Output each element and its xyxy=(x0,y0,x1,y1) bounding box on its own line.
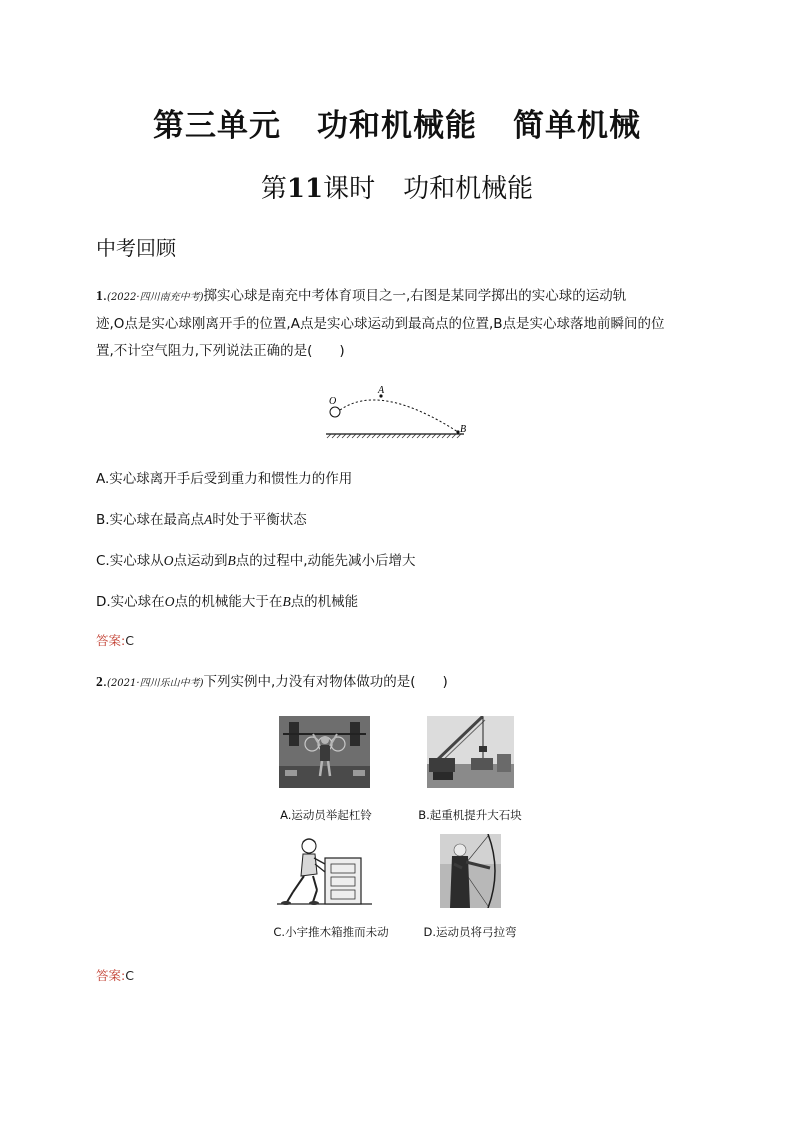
q1-option-b-var: A xyxy=(204,512,213,527)
section-heading: 中考回顾 xyxy=(96,236,176,260)
q1-answer-label: 答案: xyxy=(96,633,126,648)
q1-answer-value: C xyxy=(125,633,134,648)
caption-b: B.起重机提升大石块 xyxy=(418,808,522,822)
ball-start xyxy=(330,407,340,417)
q1-line1: 掷实心球是南充中考体育项目之一,右图是某同学掷出的实心球的运动轨 xyxy=(203,288,627,304)
q1-option-b-pre: B.实心球在最高点 xyxy=(96,512,205,528)
lesson-suffix: 课时 xyxy=(323,174,376,204)
q1-option-b xyxy=(96,508,307,528)
caption-a: A.运动员举起杠铃 xyxy=(280,808,372,822)
q1-line3: 置,不计空气阻力,下列说法正确的是( ) xyxy=(96,343,345,359)
q1-option-d xyxy=(96,590,358,610)
label-o: O xyxy=(329,396,337,407)
q1-option-c-pre: C.实心球从 xyxy=(96,553,164,569)
unit-title-part2: 功和机械能 xyxy=(317,108,477,144)
unit-title-part3: 简单机械 xyxy=(513,108,641,144)
unit-title-part1: 第三单元 xyxy=(153,108,281,144)
photo-archer xyxy=(440,834,501,908)
q1-number: 1 xyxy=(96,288,103,303)
q2-source: (2021·四川乐山中考) xyxy=(107,678,204,689)
q1-option-c-var1: O xyxy=(163,553,174,568)
trajectory-figure xyxy=(322,382,472,440)
lesson-name: 功和机械能 xyxy=(403,174,534,204)
q1-source: (2022·四川南充中考) xyxy=(107,292,204,303)
q1-option-d-var1: O xyxy=(164,594,175,609)
q1-line2: 迹,O点是实心球刚离开手的位置,A点是实心球运动到最高点的位置,B点是实心球落地前瞬间的位 xyxy=(96,316,665,332)
q1-option-d-var2: B xyxy=(282,594,291,609)
lesson-prefix: 第 xyxy=(260,174,287,204)
lesson-title xyxy=(0,168,794,205)
q1-option-c-post: 点的过程中,动能先减小后增大 xyxy=(235,553,416,569)
ground-hatching xyxy=(327,434,461,438)
q1-option-c-mid: 点运动到 xyxy=(173,553,228,569)
q1-option-d-mid: 点的机械能大于在 xyxy=(174,594,283,610)
trajectory-path xyxy=(340,400,458,432)
caption-d: D.运动员将弓拉弯 xyxy=(423,925,517,939)
q2-number: 2 xyxy=(96,674,103,689)
q1-option-c-var2: B xyxy=(227,553,236,568)
q2-answer-value: C xyxy=(125,968,134,983)
q1-option-d-post: 点的机械能 xyxy=(290,594,359,610)
label-b: B xyxy=(460,424,467,435)
lesson-number: 11 xyxy=(286,174,324,204)
label-a: A xyxy=(378,385,385,396)
drawing-boy-pushing-box xyxy=(277,834,372,908)
q1-option-b-post: 时处于平衡状态 xyxy=(212,512,307,528)
q1-option-c xyxy=(96,549,416,569)
q2-answer-label: 答案: xyxy=(96,968,126,983)
photo-weightlifter xyxy=(279,716,370,788)
unit-title xyxy=(0,100,794,145)
q1-answer xyxy=(96,631,134,649)
q2-answer xyxy=(96,966,134,984)
q1-option-a: A.实心球离开手后受到重力和惯性力的作用 xyxy=(96,471,353,487)
q1-option-d-pre: D.实心球在 xyxy=(96,594,165,610)
caption-c: C.小宇推木箱推而未动 xyxy=(273,925,389,939)
question-2-text: 2.(2021·四川乐山中考)下列实例中,力没有对物体做功的是( ) xyxy=(96,674,448,690)
q2-line1: 下列实例中,力没有对物体做功的是( ) xyxy=(203,674,448,690)
question-1-text: 1.(2022·四川南充中考)掷实心球是南充中考体育项目之一,右图是某同学掷出的实心球的运动轨 迹,O点是实心球刚离开手的位置,A点是实心球运动到最高点的位置,B点是实心球落地前瞬间的位 置,不计空气阻力,下列说法正确的是( ) xyxy=(96,282,696,365)
photo-crane xyxy=(427,716,514,788)
